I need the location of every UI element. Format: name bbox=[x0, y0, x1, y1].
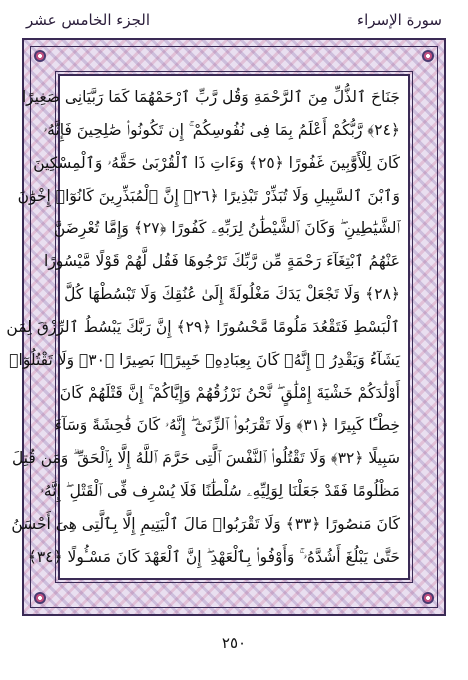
verse-line-14: كَانَ مَنصُورًا ﴿٣٣﴾ وَلَا تَقْرَبُوا۟ مَالَ ٱلْيَتِيمِ إِلَّا بِٱلَّتِى هِىَ أَحْسَنُ bbox=[11, 514, 400, 533]
verse-line-6: عَنْهُمُ ٱبْتِغَآءَ رَحْمَةٍ مِّن رَّبِّكَ تَرْجُوهَا فَقُل لَّهُمْ قَوْلًا مَّيْسُورًا bbox=[44, 252, 400, 271]
juz-name: الجزء الخامس عشر bbox=[26, 11, 151, 29]
verse-line-13: مَظْلُومًا فَقَدْ جَعَلْنَا لِوَلِيِّهِۦ سُلْطَٰنًا فَلَا يُسْرِف فِّى ٱلْقَتْلِ ۖ إِنَّهُۥ bbox=[39, 482, 400, 501]
verse-text-panel bbox=[6, 74, 410, 580]
corner-rosette-icon bbox=[422, 50, 434, 62]
corner-rosette-icon bbox=[34, 50, 46, 62]
page-header bbox=[26, 8, 442, 32]
verse-line-4: وَٱبْنَ ٱلسَّبِيلِ وَلَا تُبَذِّرْ تَبْذِيرًا ﴿٢٦﴾ إِنَّ ٱلْمُبَذِّرِينَ كَانُوٓا۟ إِخْوَٰنَ bbox=[17, 186, 400, 205]
verse-line-8: ٱلْبَسْطِ فَتَقْعُدَ مَلُومًا مَّحْسُورًا ﴿٢٩﴾ إِنَّ رَبَّكَ يَبْسُطُ ٱلرِّزْقَ لِمَن bbox=[6, 317, 400, 336]
verse-line-3: كَانَ لِلْأَوَّٰبِينَ غَفُورًا ﴿٢٥﴾ وَءَاتِ ذَا ٱلْقُرْبَىٰ حَقَّهُۥ وَٱلْمِسْكِينَ bbox=[33, 153, 400, 172]
verse-line-7: ﴿٢٨﴾ وَلَا تَجْعَلْ يَدَكَ مَغْلُولَةً إِلَىٰ عُنُقِكَ وَلَا تَبْسُطْهَا كُلَّ bbox=[64, 285, 400, 304]
corner-rosette-icon bbox=[422, 592, 434, 604]
page-number: ٢٥٠ bbox=[221, 634, 247, 652]
verse-line-15: حَتَّىٰ يَبْلُغَ أَشُدَّهُۥ ۚ وَأَوْفُوا۟ بِٱلْعَهْدِ ۖ إِنَّ ٱلْعَهْدَ كَانَ مَسْـُٔولًا ﴿٣٤﴾ bbox=[27, 547, 400, 566]
verse-line-10: أَوْلَٰدَكُمْ خَشْيَةَ إِمْلَٰقٍ ۖ نَّحْنُ نَرْزُقُهُمْ وَإِيَّاكُمْ ۚ إِنَّ قَتْلَهُمْ كَانَ bbox=[59, 383, 400, 402]
verse-line-11: خِطْـًٔا كَبِيرًا ﴿٣١﴾ وَلَا تَقْرَبُوا۟ ٱلزِّنَىٰٓ ۖ إِنَّهُۥ كَانَ فَٰحِشَةً وَسَآءَ bbox=[54, 416, 400, 435]
verse-line-1: جَنَاحَ ٱلذُّلِّ مِنَ ٱلرَّحْمَةِ وَقُل رَّبِّ ٱرْحَمْهُمَا كَمَا رَبَّيَانِى صَغِيرًا bbox=[21, 88, 400, 106]
verse-line-12: سَبِيلًا ﴿٣٢﴾ وَلَا تَقْتُلُوا۟ ٱلنَّفْسَ ٱلَّتِى حَرَّمَ ٱللَّهُ إِلَّا بِٱلْحَقِّ ۗ وَمَن قُتِلَ bbox=[11, 449, 400, 468]
verse-line-2: ﴿٢٤﴾ رَّبُّكُمْ أَعْلَمُ بِمَا فِى نُفُوسِكُمْ ۚ إِن تَكُونُوا۟ صَٰلِحِينَ فَإِنَّهُۥ bbox=[43, 120, 400, 139]
surah-name: سورة الإسراء bbox=[357, 11, 442, 29]
verse-lines bbox=[6, 82, 400, 572]
verse-line-9: يَشَآءُ وَيَقْدِرُ ۚ إِنَّهُۥ كَانَ بِعِبَادِهِۦ خَبِيرًۢا بَصِيرًا ﴿٣٠﴾ وَلَا تَقْتُلُوٓا۟ bbox=[9, 350, 400, 369]
corner-rosette-icon bbox=[34, 592, 46, 604]
verse-line-5: ٱلشَّيَٰطِينِ ۖ وَكَانَ ٱلشَّيْطَٰنُ لِرَبِّهِۦ كَفُورًا ﴿٢٧﴾ وَإِمَّا تُعْرِضَنَّ bbox=[53, 219, 400, 238]
